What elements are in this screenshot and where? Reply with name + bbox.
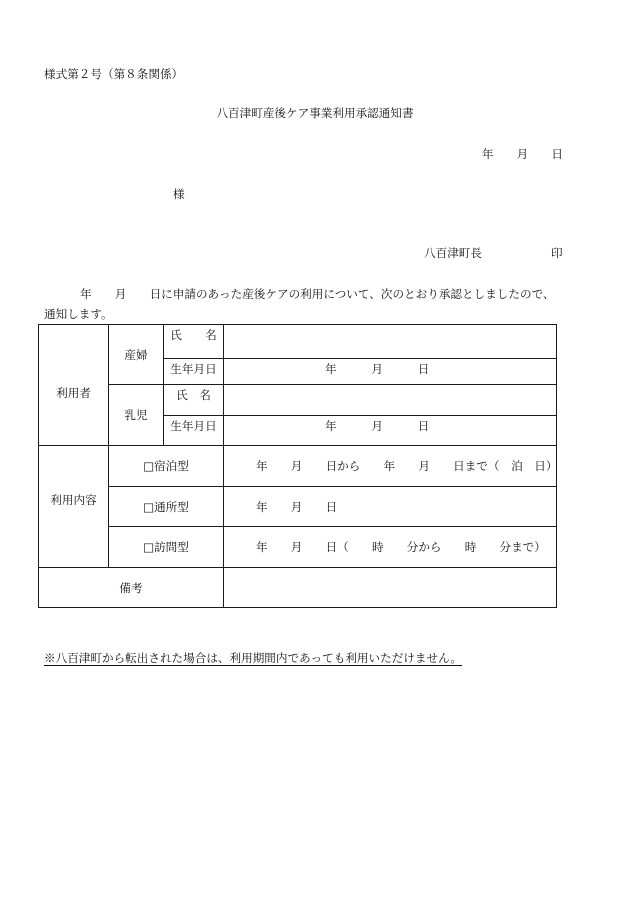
- footnote: ※八百津町から転出された場合は、利用期間内であっても利用いただけません。: [44, 651, 462, 665]
- infant-birth-label-cell: [164, 416, 224, 446]
- infant-label-cell: [109, 385, 164, 446]
- remarks-value-cell: [224, 568, 557, 608]
- mother-birth-value: 年 月 日: [325, 362, 430, 376]
- table-row: [39, 325, 557, 359]
- infant-name-label-cell: [164, 385, 224, 416]
- service-visit-label-cell: [109, 527, 224, 568]
- infant-label: 乳児: [124, 408, 148, 422]
- remarks-label: 備考: [119, 580, 143, 595]
- issuer-seal-mark: 印: [551, 246, 563, 260]
- document-title: 八百津町産後ケア事業利用承認通知書: [216, 106, 414, 120]
- content-header: 利用内容: [50, 492, 97, 507]
- infant-birth-label: 生年月日: [170, 419, 217, 433]
- service-stay-label-cell: [109, 446, 224, 487]
- form-number: 様式第２号（第８条関係）: [44, 67, 184, 81]
- body-text-line-2: 通知します。: [44, 307, 113, 321]
- infant-name-label: 氏 名: [176, 388, 211, 402]
- service-daycare-label-cell: [109, 487, 224, 527]
- service-stay-period: 年 月 日から 年 月 日まで（ 泊 日）: [256, 459, 558, 473]
- addressee-suffix: 様: [173, 187, 185, 201]
- table-row: [39, 487, 557, 527]
- mother-birth-label: 生年月日: [170, 362, 217, 376]
- table-row: [39, 446, 557, 487]
- table-row: [39, 527, 557, 568]
- service-daycare-label: □通所型: [143, 499, 189, 514]
- infant-birth-value-cell: [224, 416, 557, 446]
- body-text-line-1: 年 月 日に申請のあった産後ケアの利用について、次のとおり承認としましたので、: [80, 287, 555, 301]
- table-row: [39, 568, 557, 608]
- service-stay-label: □宿泊型: [143, 459, 189, 473]
- service-visit-period-cell: [224, 527, 557, 568]
- user-header: 利用者: [56, 386, 91, 400]
- approval-form-table: [38, 324, 557, 608]
- table-row: [39, 385, 557, 416]
- service-daycare-period-cell: [224, 487, 557, 527]
- mother-label: 産婦: [124, 347, 148, 362]
- mother-name-value-cell: [224, 325, 557, 359]
- infant-name-value-cell: [224, 385, 557, 416]
- mother-birth-label-cell: [164, 359, 224, 385]
- user-header-cell: [39, 325, 109, 446]
- service-visit-period: 年 月 日（ 時 分から 時 分まで）: [256, 540, 546, 554]
- service-daycare-period: 年 月 日: [256, 499, 338, 514]
- issue-date: 年 月 日: [481, 147, 563, 161]
- content-header-cell: [39, 446, 109, 568]
- service-visit-label: □訪問型: [143, 540, 189, 554]
- mother-name-label-cell: [164, 325, 224, 359]
- mother-label-cell: [109, 325, 164, 385]
- infant-birth-value: 年 月 日: [325, 419, 430, 433]
- remarks-label-cell: [39, 568, 224, 608]
- issuer-name: 八百津町長: [424, 246, 482, 260]
- mother-birth-value-cell: [224, 359, 557, 385]
- mother-name-label: 氏 名: [170, 328, 217, 342]
- service-stay-period-cell: [224, 446, 557, 487]
